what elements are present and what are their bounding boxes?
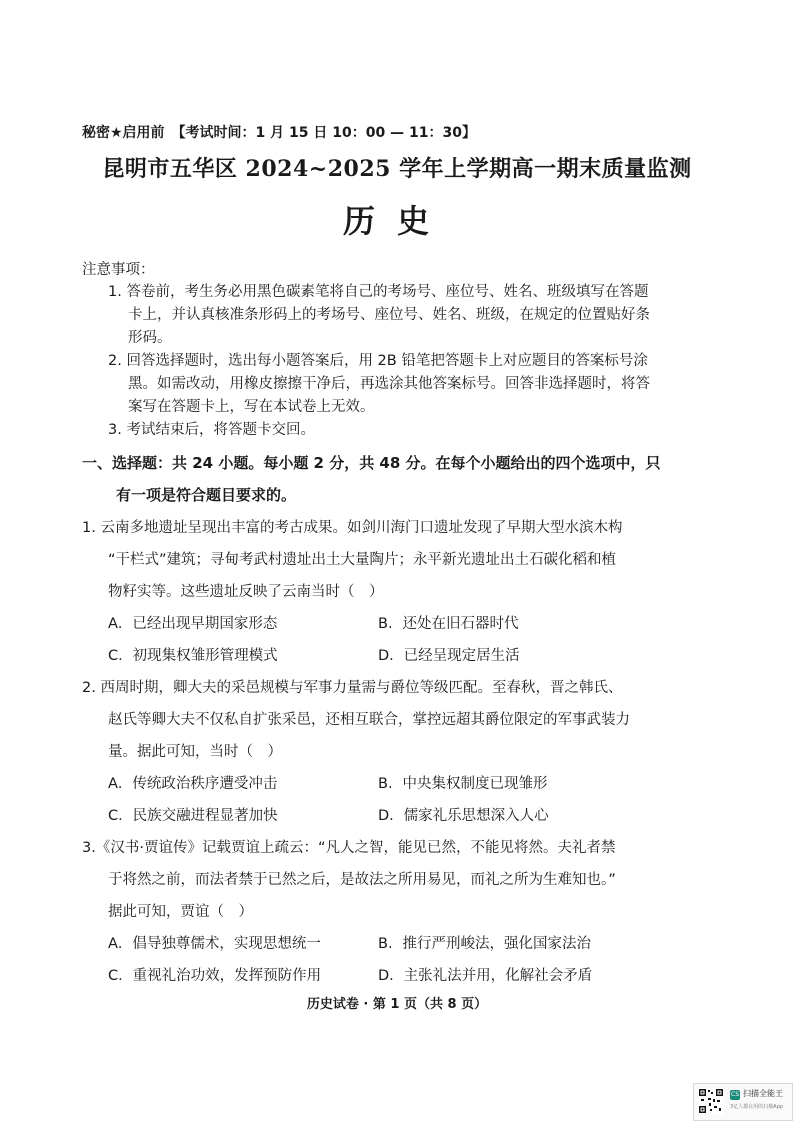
question-3-option-a: A．倡导独尊儒术，实现思想统一 [108,936,321,952]
scanner-app-subtitle: 3亿人都在用的扫描App [730,1104,783,1110]
notice-line: 1. 答卷前，考生务必用黑色碳素笔将自己的考场号、座位号、姓名、班级填写在答题 [108,284,649,300]
question-3-line: 据此可知，贾谊（ ） [108,904,253,920]
question-1-option-c: C．初现集权雏形管理模式 [108,648,278,664]
question-3-option-d: D．主张礼法并用，化解社会矛盾 [378,968,593,984]
question-1-line: “干栏式”建筑；寻甸考武村遗址出土大量陶片；永平新光遗址出土石碳化稻和植 [108,552,617,568]
question-2-option-d: D．儒家礼乐思想深入人心 [378,808,549,824]
question-3-option-b: B．推行严刑峻法，强化国家法治 [378,936,591,952]
question-1-option-b: B．还处在旧石器时代 [378,616,519,632]
question-1-line: 物籽实等。这些遗址反映了云南当时（ ） [108,584,384,600]
question-2-option-b: B．中央集权制度已现雏形 [378,776,548,792]
question-3-line: 于将然之前，而法者禁于已然之后，是故法之所用易见，而礼之所为生难知也。” [108,872,616,888]
scanner-app-name: 扫描全能王 [743,1089,783,1098]
question-1-option-d: D．已经呈现定居生活 [378,648,520,664]
notice-line: 黑。如需改动，用橡皮擦擦干净后，再选涂其他答案标号。回答非选择题时，将答 [128,376,650,392]
notice-line: 2. 回答选择题时，选出每小题答案后，用 2B 铅笔把答题卡上对应题目的答案标号涂 [108,353,648,369]
section-heading: 一、选择题：共 24 小题。每小题 2 分，共 48 分。在每个小题给出的四个选项中，只 [82,454,661,472]
camscanner-logo-icon: CS [731,1091,739,1098]
notice-line: 案写在答题卡上，写在本试卷上无效。 [128,399,375,415]
section-heading-cont: 有一项是符合题目要求的。 [116,486,297,504]
question-2-line: 2. 西周时期，卿大夫的采邑规模与军事力量需与爵位等级匹配。至春秋，晋之韩氏、 [82,680,623,696]
question-3-option-c: C．重视礼治功效，发挥预防作用 [108,968,322,984]
question-3-line: 3.《汉书·贾谊传》记载贾谊上疏云：“凡人之智，能见已然，不能见将然。夫礼者禁 [82,840,616,856]
subject-title: 历史 [342,202,451,240]
question-1-line: 1. 云南多地遗址呈现出丰富的考古成果。如剑川海门口遗址发现了早期大型水滨木构 [82,520,623,536]
confidential-header: 秘密★启用前 【考试时间：1 月 15 日 10：00 — 11：30】 [82,125,476,141]
notice-line: 卡上，并认真核准条形码上的考场号、座位号、姓名、班级，在规定的位置贴好条 [128,307,650,323]
question-2-option-a: A．传统政治秩序遭受冲击 [108,776,278,792]
question-2-line: 赵氏等卿大夫不仅私自扩张采邑，还相互联合，掌控远超其爵位限定的军事武装力 [108,712,630,728]
notice-line: 3. 考试结束后，将答题卡交回。 [108,422,315,438]
scanner-watermark [693,1083,793,1121]
qr-code-icon [698,1088,724,1114]
question-2-option-c: C．民族交融进程显著加快 [108,808,278,824]
exam-title: 昆明市五华区 2024~2025 学年上学期高一期末质量监测 [102,156,692,182]
notice-line: 形码。 [128,330,172,346]
question-1-option-a: A．已经出现早期国家形态 [108,616,278,632]
notice-heading: 注意事项： [82,262,155,278]
question-2-line: 量。据此可知，当时（ ） [108,744,282,760]
page-footer: 历史试卷 · 第 1 页（共 8 页） [306,997,488,1012]
